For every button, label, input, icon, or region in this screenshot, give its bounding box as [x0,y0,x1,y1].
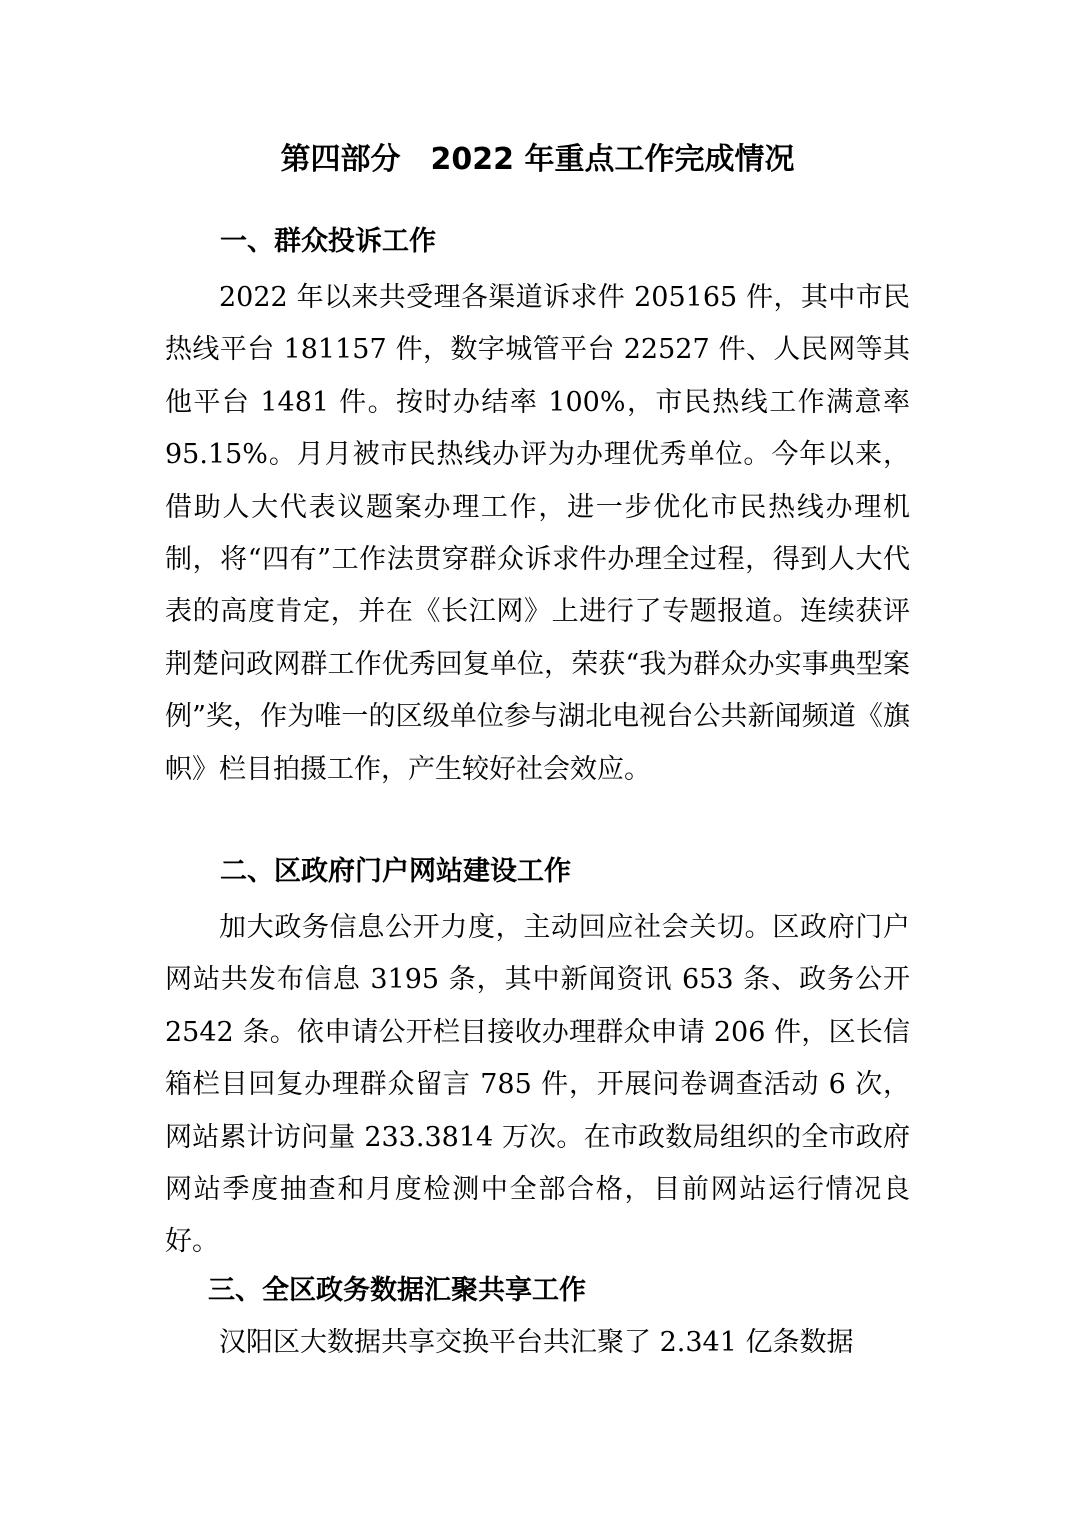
section-heading-1: 一、群众投诉工作 [220,226,436,257]
section-paragraph-2: 加大政务信息公开力度，主动回应社会关切。区政府门户网站共发布信息 3195 条，其中新闻资讯 653 条、政务公开 2542 条。依申请公开栏目接收办理群众申请 206 件，区长信箱栏目回复办理群众留言 785 件，开展问卷调查活动 6 次，网站累计访问量 233.3814 万次。在市政数局组织的全市政府网站季度抽查和月度检测中全部合格，目前网站运行情况良好。 [165,912,910,1258]
section-paragraph-3: 汉阳区大数据共享交换平台共汇聚了 2.341 亿条数据 [219,1327,854,1358]
page-title: 第四部分 2022 年重点工作完成情况 [280,142,795,177]
section-heading-3: 三、全区政务数据汇聚共享工作 [208,1275,586,1306]
section-heading-2: 二、区政府门户网站建设工作 [220,856,571,887]
section-paragraph-1: 2022 年以来共受理各渠道诉求件 205165 件，其中市民热线平台 181157 件，数字城管平台 22527 件、人民网等其他平台 1481 件。按时办结率 100%，市民热线工作满意率 95.15%。月月被市民热线办评为办理优秀单位。今年以来，借助人大代表议题案办理工作，进一步优化市民热线办理机制，将“四有”工作法贯穿群众诉求件办理全过程，得到人大代表的高度肯定，并在《长江网》上进行了专题报道。连续获评荆楚问政网群工作优秀回复单位，荣获“我为群众办实事典型案例”奖，作为唯一的区级单位参与湖北电视台公共新闻频道《旗帜》栏目拍摄工作，产生较好社会效应。 [165,282,910,785]
